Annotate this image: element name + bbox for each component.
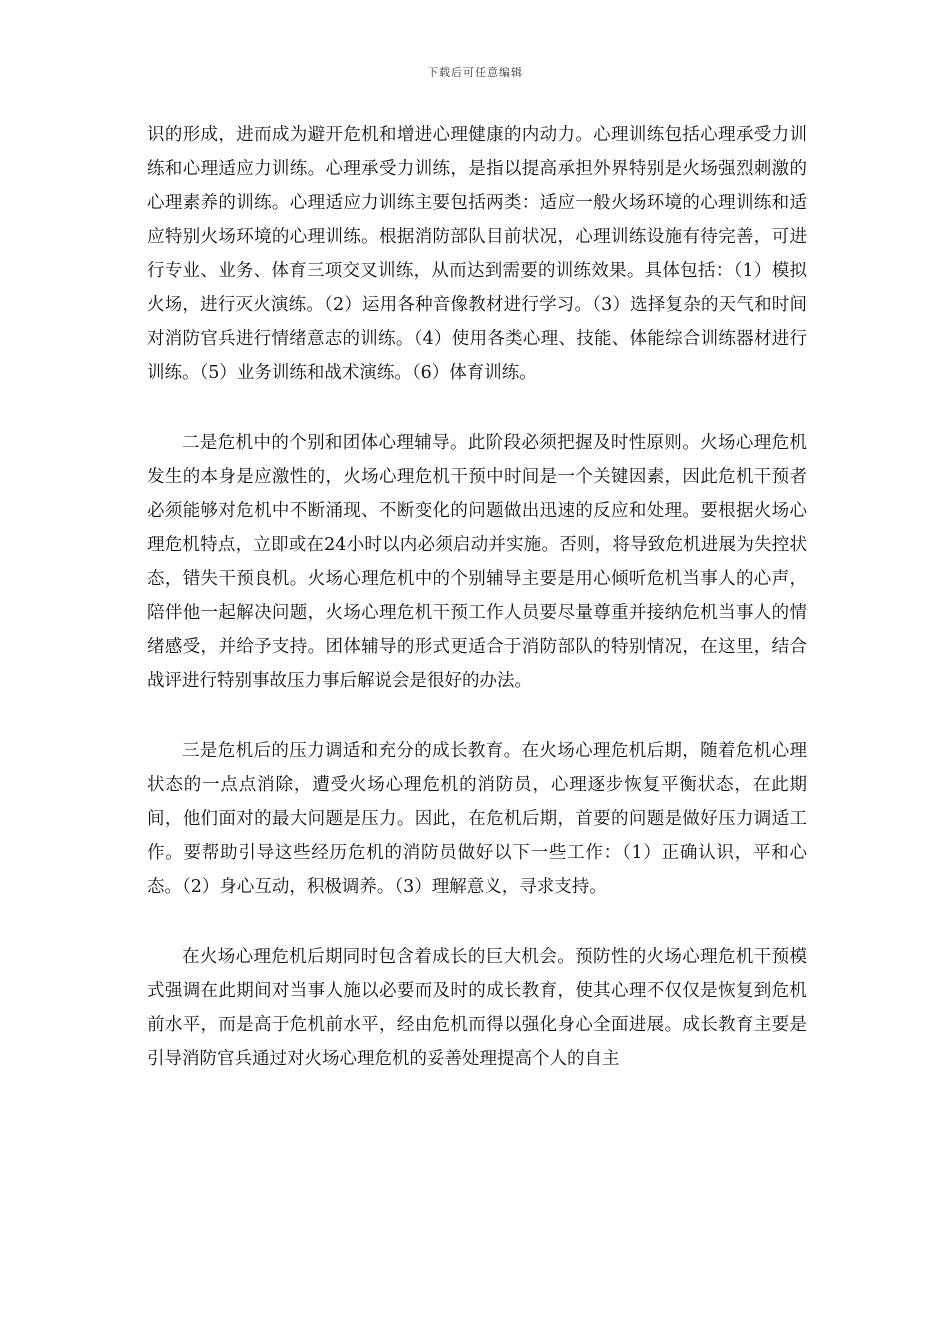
paragraph-2: 二是危机中的个别和团体心理辅导。此阶段必须把握及时性原则。火场心理危机发生的本身是应激性的，火场心理危机干预中时间是一个关键因素，因此危机干预者必须能够对危机中不断涌现、不断变化的问题做出迅速的反应和处理。要根据火场心理危机特点，立即或在24小时以内必须启动并实施。否则，将导致危机进展为失控状态，错失干预良机。火场心理危机中的个别辅导主要是用心倾听危机当事人的心声，陪伴他一起解决问题，火场心理危机干预工作人员要尽量尊重并接纳危机当事人的情绪感受，并给予支持。团体辅导的形式更适合于消防部队的特别情况，在这里，结合战评进行特别事故压力事后解说会是很好的办法。: [147, 433, 807, 691]
paragraph-3: 三是危机后的压力调适和充分的成长教育。在火场心理危机后期，随着危机心理状态的一点点消除，遭受火场心理危机的消防员，心理逐步恢复平衡状态，在此期间，他们面对的最大问题是压力。因此，在危机后期，首要的问题是做好压力调适工作。要帮助引导这些经历危机的消防员做好以下一些工作：（1）正确认识，平和心态。（2）身心互动，积极调养。（3）理解意义，寻求支持。: [147, 741, 807, 897]
page-header: 下载后可任意编辑: [427, 66, 523, 79]
document-body: [147, 118, 807, 1112]
paragraph-4: 在火场心理危机后期同时包含着成长的巨大机会。预防性的火场心理危机干预模式强调在此期间对当事人施以必要而及时的成长教育，使其心理不仅仅是恢复到危机前水平，而是高于危机前水平，经由危机而得以强化身心全面进展。成长教育主要是引导消防官兵通过对火场心理危机的妥善处理提高个人的自主: [147, 947, 807, 1069]
paragraph-1: 识的形成，进而成为避开危机和增进心理健康的内动力。心理训练包括心理承受力训练和心理适应力训练。心理承受力训练，是指以提高承担外界特别是火场强烈刺激的心理素养的训练。心理适应力训练主要包括两类：适应一般火场环境的心理训练和适应特别火场环境的心理训练。根据消防部队目前状况，心理训练设施有待完善，可进行专业、业务、体育三项交叉训练，从而达到需要的训练效果。具体包括：（1）模拟火场，进行灭火演练。（2）运用各种音像教材进行学习。（3）选择复杂的天气和时间对消防官兵进行情绪意志的训练。（4）使用各类心理、技能、体能综合训练器材进行训练。（5）业务训练和战术演练。（6）体育训练。: [147, 125, 807, 383]
